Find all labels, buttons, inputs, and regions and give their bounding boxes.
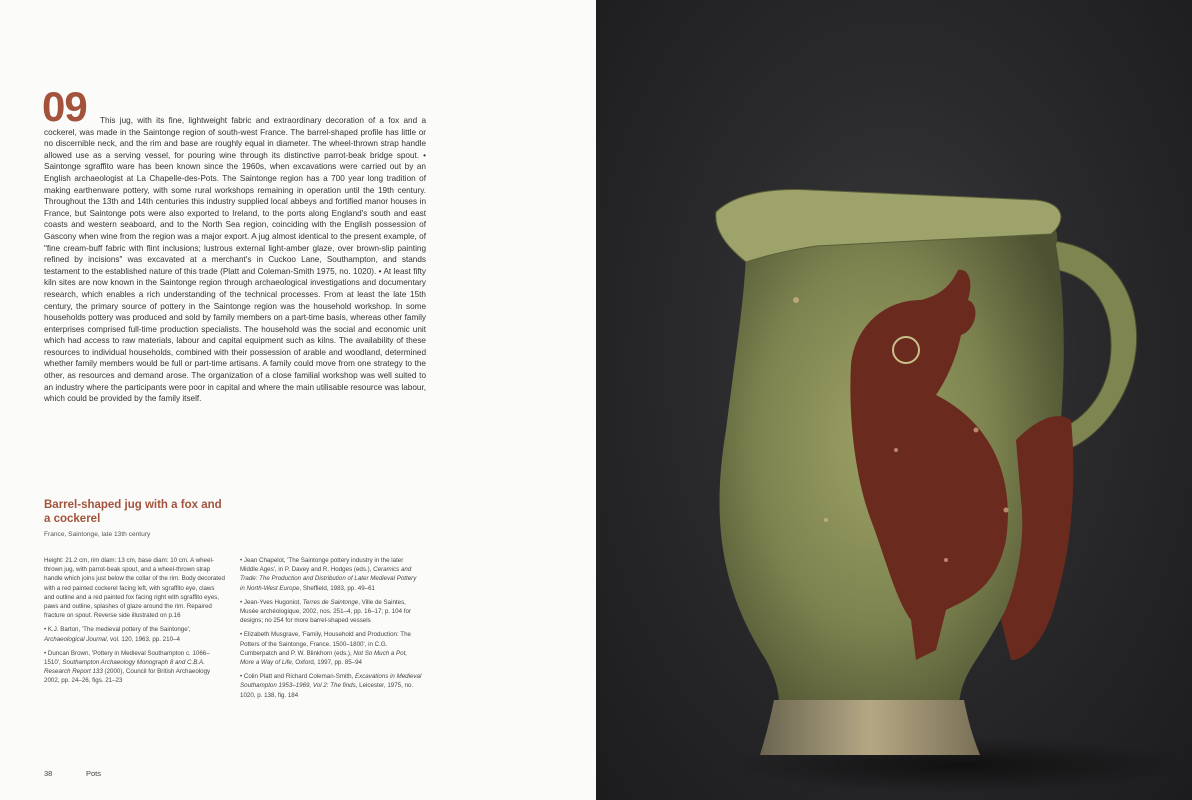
reference-text: , Leicester, 1975, no. 1020, p. 138, fig. 184	[240, 682, 414, 699]
reference-item	[44, 649, 226, 686]
reference-title: Excavations in Medieval Southampton 1953–1969, Vol 2: The finds	[240, 673, 422, 690]
running-footer: Pots	[86, 769, 102, 778]
body-paragraph: This jug, with its fine, lightweight fabric and extraordinary decoration of a fox and a cockerel, was made in the Saintonge region of south-west France. The barrel-shaped profile has little or no discernible neck, and the rim and base are roughly equal in diameter. The wheel-thrown strap handle allowed use as a serving vessel, for pouring wine through its distinctive parrot-beak bridge spout. • Saintonge sgraffito ware has been known since the 1960s, when excavations were carried out by an English archaeologist at La Chapelle-des-Pots. The Saintonge region has a 700 year long tradition of making earthenware pottery, with some rural workshops remaining in operation until the 19th century. Throughout the 13th and 14th centuries this industry supplied local abbeys and fortified manor houses in France, but Saintonge pots were also exported to Ireland, to the ports along England's south and east coasts and western seaboard, and to the North Sea region, coinciding with the English possession of Gascony when wine from the region was a major export. A jug almost identical to the present example, of "fine cream-buff fabric with flint inclusions; lustrous external light-amber glaze, over brown-slip painting refined by incisions" was excavated at a merchant's in Cuckoo Lane, Southampton, and stands testament to the established nature of this trade (Platt and Coleman-Smith 1975, no. 1020). • At least fifty kiln sites are now known in the Saintonge region through archaeological investigations and documentary research, which enables a rich understanding of the technical processes. From at least the late 15th century, the primary source of pottery in the Saintonge region was the household workshop. In some households pottery was produced and sold by family members on a part-time basis, whereas other family enterprises comprised full-time production specialists. The household was the social and economic unit which had access to raw materials, labour and capital equipment such as kilns. The availability of these resources to individual households, combined with their possession of arable and woodland, determined whether family members would be full or part-time artisans. A family could move from one strategy to the other, as resources and demand arose. The organization of a close familial workshop was well suited to an industry where the participants were poor in capital and where the main utilisable resource was labour, which could be provided by the family itself.	[44, 116, 426, 404]
reference-text: , Ville de Saintes, Musée archéologique, 2002, nos. 251–4, pp. 16–17; p. 104 for designs; no 254 for more barrel-shaped vessels	[240, 598, 411, 625]
object-description: Height: 21.2 cm, rim diam: 13 cm, base diam: 10 cm. A wheel-thrown jug, with parrot-beak spout, and a wheel-thrown strap handle which joins just below the collar of the rim. Body decorated with a red painted cockerel facing left, with sgraffito eye, claws and outline and a red painted fox facing right with sgraffito eyes, paws and outline, splashes of glaze around the rim. Repaired fracture on spout. Reverse side illustrated on p.16	[44, 557, 225, 620]
reference-text: , vol. 120, 1963, pp. 210–4	[106, 635, 180, 643]
references-left	[44, 625, 226, 685]
page-number: 38	[44, 769, 53, 778]
reference-text: , Oxford, 1997, pp. 85–94	[291, 659, 363, 667]
reference-title: Not So Much a Pot, More a Way of Life	[240, 649, 408, 667]
reference-title: Ceramics and Trade: The Production and Distribution of Later Medieval Pottery in North-West Europe	[240, 566, 417, 592]
reference-item	[240, 556, 422, 593]
reference-title: Terres de Saintonge	[302, 598, 359, 606]
references-right	[240, 556, 422, 700]
reference-text: • Jean Chapelot, 'The Saintonge pottery industry in the later Middle Ages', in P. Davey and R. Hodges (eds.),	[240, 557, 404, 574]
object-title: Barrel-shaped jug with a fox and a cockerel	[44, 499, 222, 525]
reference-text: , Sheffield, 1983, pp. 49–61	[299, 584, 375, 592]
jug-photograph	[596, 0, 1192, 800]
reference-item	[44, 625, 226, 643]
jug-base	[760, 700, 980, 755]
reference-item	[240, 598, 422, 626]
reference-item	[240, 672, 422, 700]
catalogue-column-left	[44, 556, 226, 691]
catalogue-column-right	[240, 556, 422, 705]
photo-page	[596, 0, 1192, 800]
reference-text: (2000), Council for British Archaeology 2002, pp. 24–26, figs. 21–23	[44, 668, 211, 685]
reference-text: • Duncan Brown, 'Pottery in Medieval Southampton c. 1066–1510',	[44, 649, 210, 667]
reference-text: • K.J. Barton, 'The medieval pottery of the Saintonge',	[44, 626, 191, 634]
reference-item	[240, 630, 422, 667]
object-origin: France, Saintonge, late 13th century	[44, 531, 151, 538]
reference-text: • Elizabeth Musgrave, 'Family, Household and Production: The Potters of the Saintonge, France, 1500–1800', in C.G. Cumberpatch and P. W. Blinkhorn (eds.),	[240, 631, 411, 657]
reference-title: Archaeological Journal	[44, 635, 107, 643]
reference-title: Southampton Archaeology Monograph 8 and C.B.A. Research Report 133	[44, 659, 205, 676]
entry-number: 09	[42, 83, 87, 130]
reference-text: • Colin Platt and Richard Coleman-Smith,	[240, 673, 355, 681]
body-text	[44, 115, 426, 405]
reference-text: • Jean-Yves Hugoniot,	[240, 598, 303, 606]
